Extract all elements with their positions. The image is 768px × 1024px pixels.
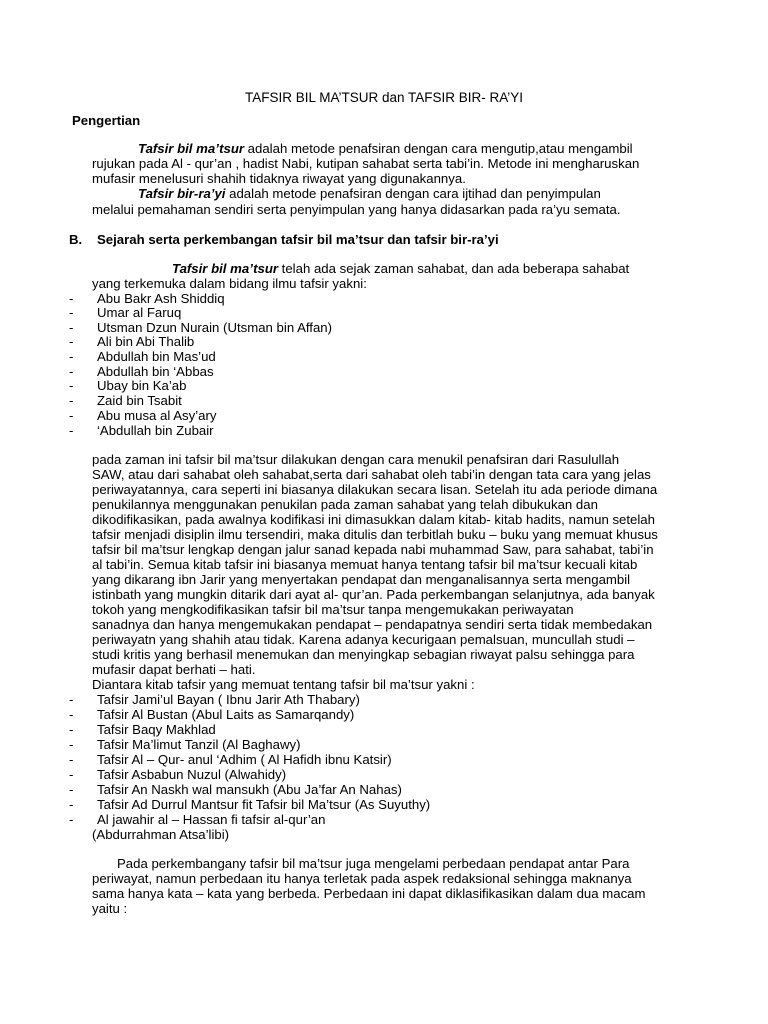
pengertian-heading: Pengertian [72, 113, 141, 128]
pengertian-line-4 [138, 186, 601, 201]
section-b-intro-text: telah ada sejak zaman sahabat, dan ada beberapa sahabat [278, 261, 630, 276]
list-item: Tafsir Ma’limut Tanzil (Al Baghawy) [97, 737, 301, 752]
paragraph-line: Pada perkembangany tafsir bil ma’tsur juga mengelami perbedaan pendapat antar Para [117, 856, 630, 871]
section-b-intro-line-2: yang terkemuka dalam bidang ilmu tafsir yakni: [92, 276, 367, 291]
paragraph-line: sama hanya kata – kata yang berbeda. Perbedaan ini dapat diklasifikasikan dalam dua macam [92, 886, 646, 901]
paragraph-line: dikodifikasikan, pada awalnya kodifikasi ini dimasukkan dalam kitab- kitab hadits, namun setelah [92, 512, 655, 527]
list-item-continuation: (Abdurrahman Atsa’libi) [92, 827, 230, 842]
section-b-heading: Sejarah serta perkembangan tafsir bil ma’tsur dan tafsir bir-ra’yi [97, 232, 499, 247]
paragraph-line: tokoh yang mengkodifikasikan tafsir bil ma’tsur tanpa mengemukakan periwayatan [92, 602, 574, 617]
section-b-marker: B. [69, 232, 83, 247]
list-item: Abdullah bin ‘Abbas [97, 364, 214, 379]
list-item: Tafsir Jami’ul Bayan ( Ibnu Jarir Ath Thabary) [97, 692, 360, 707]
list-item: Tafsir Baqy Makhlad [97, 722, 216, 737]
list-item: Tafsir Asbabun Nuzul (Alwahidy) [97, 767, 287, 782]
list-dash: - [69, 707, 74, 722]
list-dash: - [69, 722, 74, 737]
paragraph-line: periwayat, namun perbedaan itu hanya terletak pada aspek redaksional sehingga maknanya [92, 871, 632, 886]
list-dash: - [69, 349, 74, 364]
list-item: ‘Abdullah bin Zubair [97, 423, 214, 438]
pengertian-line-5: melalui pemahaman sendiri serta penyimpulan yang hanya didasarkan pada ra’yu semata. [92, 202, 621, 217]
list-dash: - [69, 737, 74, 752]
term-bil-matsur: Tafsir bil ma’tsur [138, 141, 245, 156]
list-item: Zaid bin Tsabit [97, 393, 182, 408]
list-item: Utsman Dzun Nurain (Utsman bin Affan) [97, 320, 333, 335]
list-dash: - [69, 408, 74, 423]
list-dash: - [69, 692, 74, 707]
paragraph-line: tafsir menjadi disiplin ilmu tersendiri, maka ditulis dan terbitlah buku – buku yang memuat khusus [92, 527, 658, 542]
list-dash: - [69, 423, 74, 438]
list-item: Abdullah bin Mas’ud [97, 349, 216, 364]
list-dash: - [69, 320, 74, 335]
paragraph-line: yang dikarang ibn Jarir yang menyertakan pendapat dan menganalisannya serta mengambil [92, 572, 631, 587]
list-dash: - [69, 767, 74, 782]
pengertian-line-2: rujukan pada Al - qur’an , hadist Nabi, kutipan sahabat serta tabi’in. Metode ini mengharuskan [92, 156, 640, 171]
list-dash: - [69, 393, 74, 408]
list-dash: - [69, 364, 74, 379]
paragraph-line: tafsir bil ma’tsur lengkap dengan jalur sanad kepada nabi muhammad Saw, para sahabat, tabi’in [92, 542, 654, 557]
paragraph-line: sanadnya dan hanya mengemukakan pendapat – pendapatnya sendiri serta tidak membedakan [92, 617, 653, 632]
term-bir-rayi: Tafsir bir-ra’yi [138, 186, 226, 201]
paragraph-line: pada zaman ini tafsir bil ma’tsur dilakukan dengan cara menukil penafsiran dari Rasulullah [92, 452, 620, 467]
paragraph-line: penukilannya menggunakan penukilan pada zaman sahabat yang telah dibukukan dan [92, 497, 598, 512]
paragraph-line: periwayatn yang shahih atau tidak. Karena adanya kecurigaan pemalsuan, muncullah studi – [92, 632, 635, 647]
section-b-intro-line-1 [172, 261, 629, 276]
paragraph-line: al tabi’in. Semua kitab tafsir ini biasanya memuat hanya tentang tafsir bil ma’tsur kecuali kitab [92, 557, 638, 572]
paragraph-line: Diantara kitab tafsir yang memuat tentang tafsir bil ma’tsur yakni : [92, 677, 475, 692]
list-dash: - [69, 752, 74, 767]
list-item: Tafsir Al Bustan (Abul Laits as Samarqandy) [97, 707, 355, 722]
paragraph-line: yaitu : [92, 901, 128, 916]
paragraph-line: istinbath yang mungkin ditarik dari ayat al- qur’an. Pada perkembangan selanjutnya, ada banyak [92, 587, 655, 602]
paragraph-line: periwayatannya, cara seperti ini biasanya dilakukan secara lisan. Setelah itu ada periode dimana [92, 482, 658, 497]
pengertian-line-1-text: adalah metode penafsiran dengan cara mengutip,atau mengambil [244, 141, 633, 156]
list-dash: - [69, 291, 74, 306]
list-item: Tafsir Al – Qur- anul ‘Adhim ( Al Hafidh ibnu Katsir) [97, 752, 392, 767]
list-item: Ali bin Abi Thalib [97, 334, 195, 349]
list-dash: - [69, 812, 74, 827]
pengertian-line-3: mufasir menelusuri shahih tidaknya riwayat yang digunakannya. [92, 171, 466, 186]
pengertian-line-4-text: adalah metode penafsiran dengan cara ijtihad dan penyimpulan [225, 186, 601, 201]
paragraph-line: studi kritis yang berhasil menemukan dan menyingkap sebagian riwayat palsu sehingga para [92, 647, 635, 662]
list-item: Abu Bakr Ash Shiddiq [97, 291, 225, 306]
list-item: Ubay bin Ka’ab [97, 378, 187, 393]
list-dash: - [69, 782, 74, 797]
list-dash: - [69, 334, 74, 349]
list-dash: - [69, 797, 74, 812]
list-item: Tafsir Ad Durrul Mantsur fit Tafsir bil Ma’tsur (As Suyuthy) [97, 797, 431, 812]
paragraph-line: mufasir dapat berhati – hati. [92, 662, 256, 677]
list-dash: - [69, 305, 74, 320]
pengertian-line-1 [138, 141, 633, 156]
list-item: Tafsir An Naskh wal mansukh (Abu Ja’far An Nahas) [97, 782, 402, 797]
list-item: Umar al Faruq [97, 305, 182, 320]
page-title: TAFSIR BIL MA’TSUR dan TAFSIR BIR- RA’YI [244, 90, 524, 105]
list-dash: - [69, 378, 74, 393]
paragraph-line: SAW, atau dari sahabat oleh sahabat,serta dari sahabat oleh tabi’in dengan tata cara yang jelas [92, 467, 651, 482]
term-bil-matsur-2: Tafsir bil ma’tsur [172, 261, 279, 276]
list-item: Abu musa al Asy’ary [97, 408, 217, 423]
list-item: Al jawahir al – Hassan fi tafsir al-qur’an [97, 812, 326, 827]
